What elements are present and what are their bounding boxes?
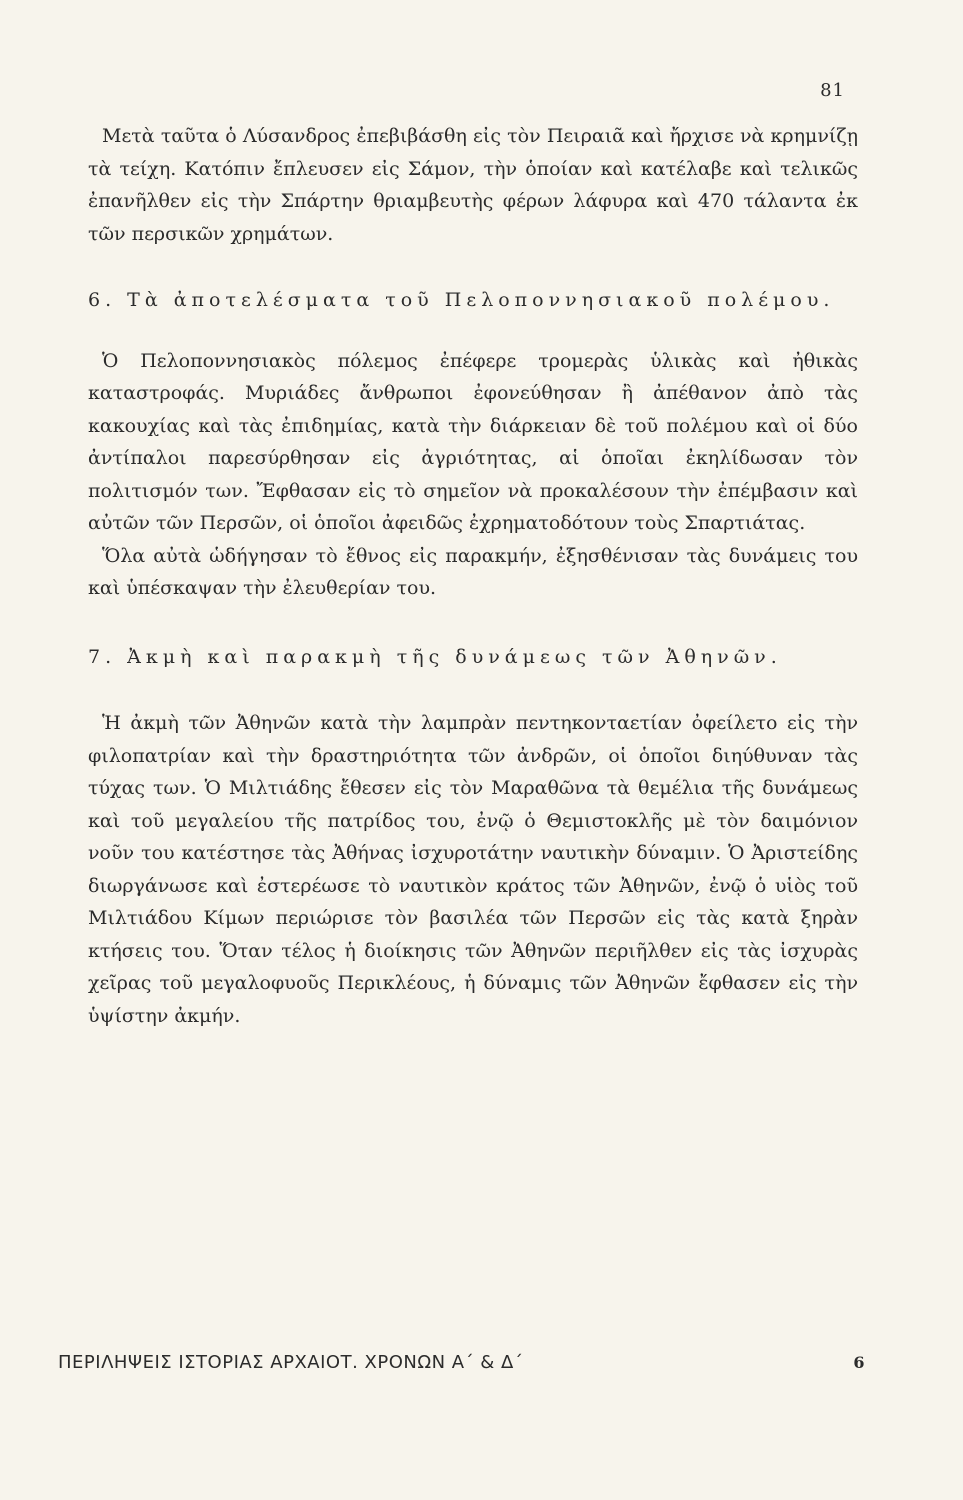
- signature-mark: 6: [853, 1353, 865, 1372]
- page-footer: [58, 1352, 865, 1373]
- paragraph-lysander: Μετὰ ταῦτα ὁ Λύσανδρος ἐπεβιβάσθη εἰς τὸν Πειραιᾶ καὶ ἤρχισε νὰ κρημνίζῃ τὰ τείχη. Κατόπιν ἔπλευσεν εἰς Σάμον, τὴν ὁποίαν καὶ κατέλαβε καὶ τελικῶς ἐπανῆλθεν εἰς τὴν Σπάρτην θριαμβευτὴς φέρων λάφυρα καὶ 470 τάλαντα ἐκ τῶν περσικῶν χρημάτων.: [88, 125, 858, 245]
- section-heading-7: 7. Ἀκμὴ καὶ παρακμὴ τῆς δυνάμεως τῶν Ἀθηνῶν.: [88, 645, 782, 668]
- footer-title: ΠΕΡΙΛΗΨΕΙΣ ΙΣΤΟΡΙΑΣ ΑΡΧΑΙΟΤ. ΧΡΟΝΩΝ Α΄ & Δ΄: [58, 1352, 524, 1373]
- paragraph-athens-peak: Ἡ ἀκμὴ τῶν Ἀθηνῶν κατὰ τὴν λαμπρὰν πεντηκονταετίαν ὀφείλετο εἰς τὴν φιλοπατρίαν καὶ τὴν δραστηριότητα τῶν ἀνδρῶν, οἱ ὁποῖοι διηύθυναν τὰς τύχας των. Ὁ Μιλτιάδης ἔθεσεν εἰς τὸν Μαραθῶνα τὰ θεμέλια τῆς δυνάμεως καὶ τοῦ μεγαλείου τῆς πατρίδος του, ἐνῷ ὁ Θεμιστοκλῆς μὲ τὸν δαιμόνιον νοῦν του κατέστησε τὰς Ἀθήνας ἰσχυροτάτην ναυτικὴν δύναμιν. Ὁ Ἀριστείδης διωργάνωσε καὶ ἐστερέωσε τὸ ναυτικὸν κράτος τῶν Ἀθηνῶν, ἐνῷ ὁ υἱὸς τοῦ Μιλτιάδου Κίμων περιώρισε τὸν βασιλέα τῶν Περσῶν εἰς τὰς κατὰ ξηρὰν κτήσεις του. Ὅταν τέλος ἡ διοίκησις τῶν Ἀθηνῶν περιῆλθεν εἰς τὰς ἰσχυρὰς χεῖρας τοῦ μεγαλοφυοῦς Περικλέους, ἡ δύναμις τῶν Ἀθηνῶν ἔφθασεν εἰς τὴν ὑψίστην ἀκμήν.: [88, 712, 858, 1027]
- page-body: [88, 120, 858, 1032]
- section-heading-6: 6. Τὰ ἀποτελέσματα τοῦ Πελοποννησιακοῦ πολέμου.: [88, 289, 835, 311]
- paragraph-decline: Ὅλα αὐτὰ ὡδήγησαν τὸ ἔθνος εἰς παρακμήν, ἐξησθένισαν τὰς δυνάμεις του καὶ ὑπέσκαψαν τὴν ἐλευθερίαν του.: [88, 544, 858, 599]
- page-number: 81: [820, 80, 845, 101]
- paragraph-peloponnesian-results: Ὁ Πελοποννησιακὸς πόλεμος ἐπέφερε τρομερὰς ὑλικὰς καὶ ἠθικὰς καταστροφάς. Μυριάδες ἄνθρωποι ἐφονεύθησαν ἢ ἀπέθανον ἀπὸ τὰς κακουχίας καὶ τὰς ἐπιδημίας, κατὰ τὴν διάρκειαν δὲ τοῦ πολέμου καὶ οἱ δύο ἀντίπαλοι παρεσύρθησαν εἰς ἀγριότητας, αἱ ὁποῖαι ἐκηλίδωσαν τὸν πολιτισμόν των. Ἔφθασαν εἰς τὸ σημεῖον νὰ προκαλέσουν τὴν ἐπέμβασιν καὶ αὐτῶν τῶν Περσῶν, οἱ ὁποῖοι ἀφειδῶς ἐχρηματοδότουν τοὺς Σπαρτιάτας.: [88, 349, 858, 534]
